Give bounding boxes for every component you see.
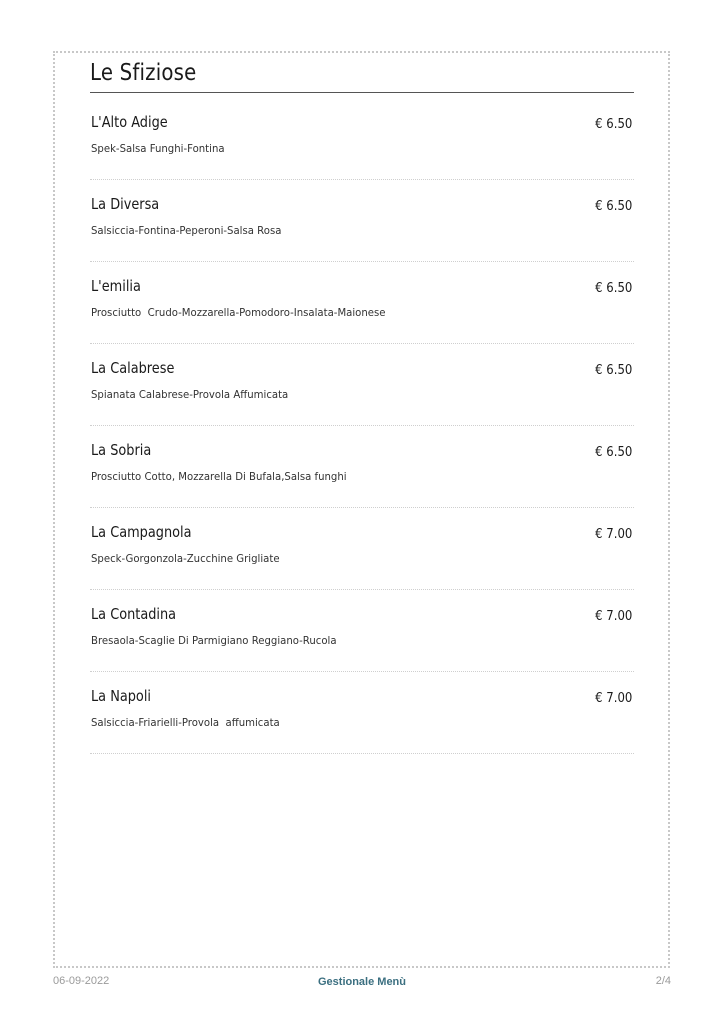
menu-item-description: Prosciutto Crudo-Mozzarella-Pomodoro-Insalata-Maionese <box>91 306 386 319</box>
menu-item-description: Prosciutto Cotto, Mozzarella Di Bufala,Salsa funghi <box>91 470 347 483</box>
section-title: Le Sfiziose <box>90 60 197 86</box>
menu-item-name: La Sobria <box>91 441 152 459</box>
menu-item-list <box>90 108 634 764</box>
menu-item-price: € 6.50 <box>594 363 632 378</box>
menu-item <box>90 272 634 354</box>
menu-item-description: Speck-Gorgonzola-Zucchine Grigliate <box>91 552 280 565</box>
menu-item-price: € 6.50 <box>594 445 632 460</box>
menu-item <box>90 354 634 436</box>
section-title-rule <box>90 92 634 93</box>
menu-item-name: La Calabrese <box>91 359 175 377</box>
menu-item-description: Salsiccia-Fontina-Peperoni-Salsa Rosa <box>91 224 282 237</box>
menu-item <box>90 600 634 682</box>
menu-item-name: La Diversa <box>91 195 160 213</box>
menu-item-price: € 6.50 <box>594 281 632 296</box>
menu-item-divider <box>90 507 634 508</box>
menu-item-description: Salsiccia-Friarielli-Provola affumicata <box>91 716 280 729</box>
menu-item-description: Bresaola-Scaglie Di Parmigiano Reggiano-Rucola <box>91 634 337 647</box>
menu-item-price: € 7.00 <box>594 527 632 542</box>
menu-item-divider <box>90 589 634 590</box>
menu-item <box>90 518 634 600</box>
menu-item-description: Spek-Salsa Funghi-Fontina <box>91 142 225 155</box>
menu-item-name: La Napoli <box>91 687 151 705</box>
menu-item-name: L'emilia <box>91 277 141 295</box>
menu-item-divider <box>90 671 634 672</box>
menu-item-price: € 7.00 <box>594 691 632 706</box>
menu-item-description: Spianata Calabrese-Provola Affumicata <box>91 388 289 401</box>
menu-item-name: La Campagnola <box>91 523 192 541</box>
menu-item <box>90 436 634 518</box>
menu-item <box>90 682 634 764</box>
menu-item-name: La Contadina <box>91 605 177 623</box>
footer-page-number: 2/4 <box>655 975 671 987</box>
menu-item <box>90 190 634 272</box>
menu-item-divider <box>90 179 634 180</box>
menu-item-price: € 7.00 <box>594 609 632 624</box>
menu-item <box>90 108 634 190</box>
menu-item-divider <box>90 753 634 754</box>
menu-item-divider <box>90 425 634 426</box>
menu-item-divider <box>90 261 634 262</box>
menu-item-price: € 6.50 <box>594 117 632 132</box>
footer-date: 06-09-2022 <box>53 975 110 987</box>
footer-brand: Gestionale Menù <box>317 976 407 988</box>
menu-item-name: L'Alto Adige <box>91 113 168 131</box>
menu-item-divider <box>90 343 634 344</box>
menu-item-price: € 6.50 <box>594 199 632 214</box>
